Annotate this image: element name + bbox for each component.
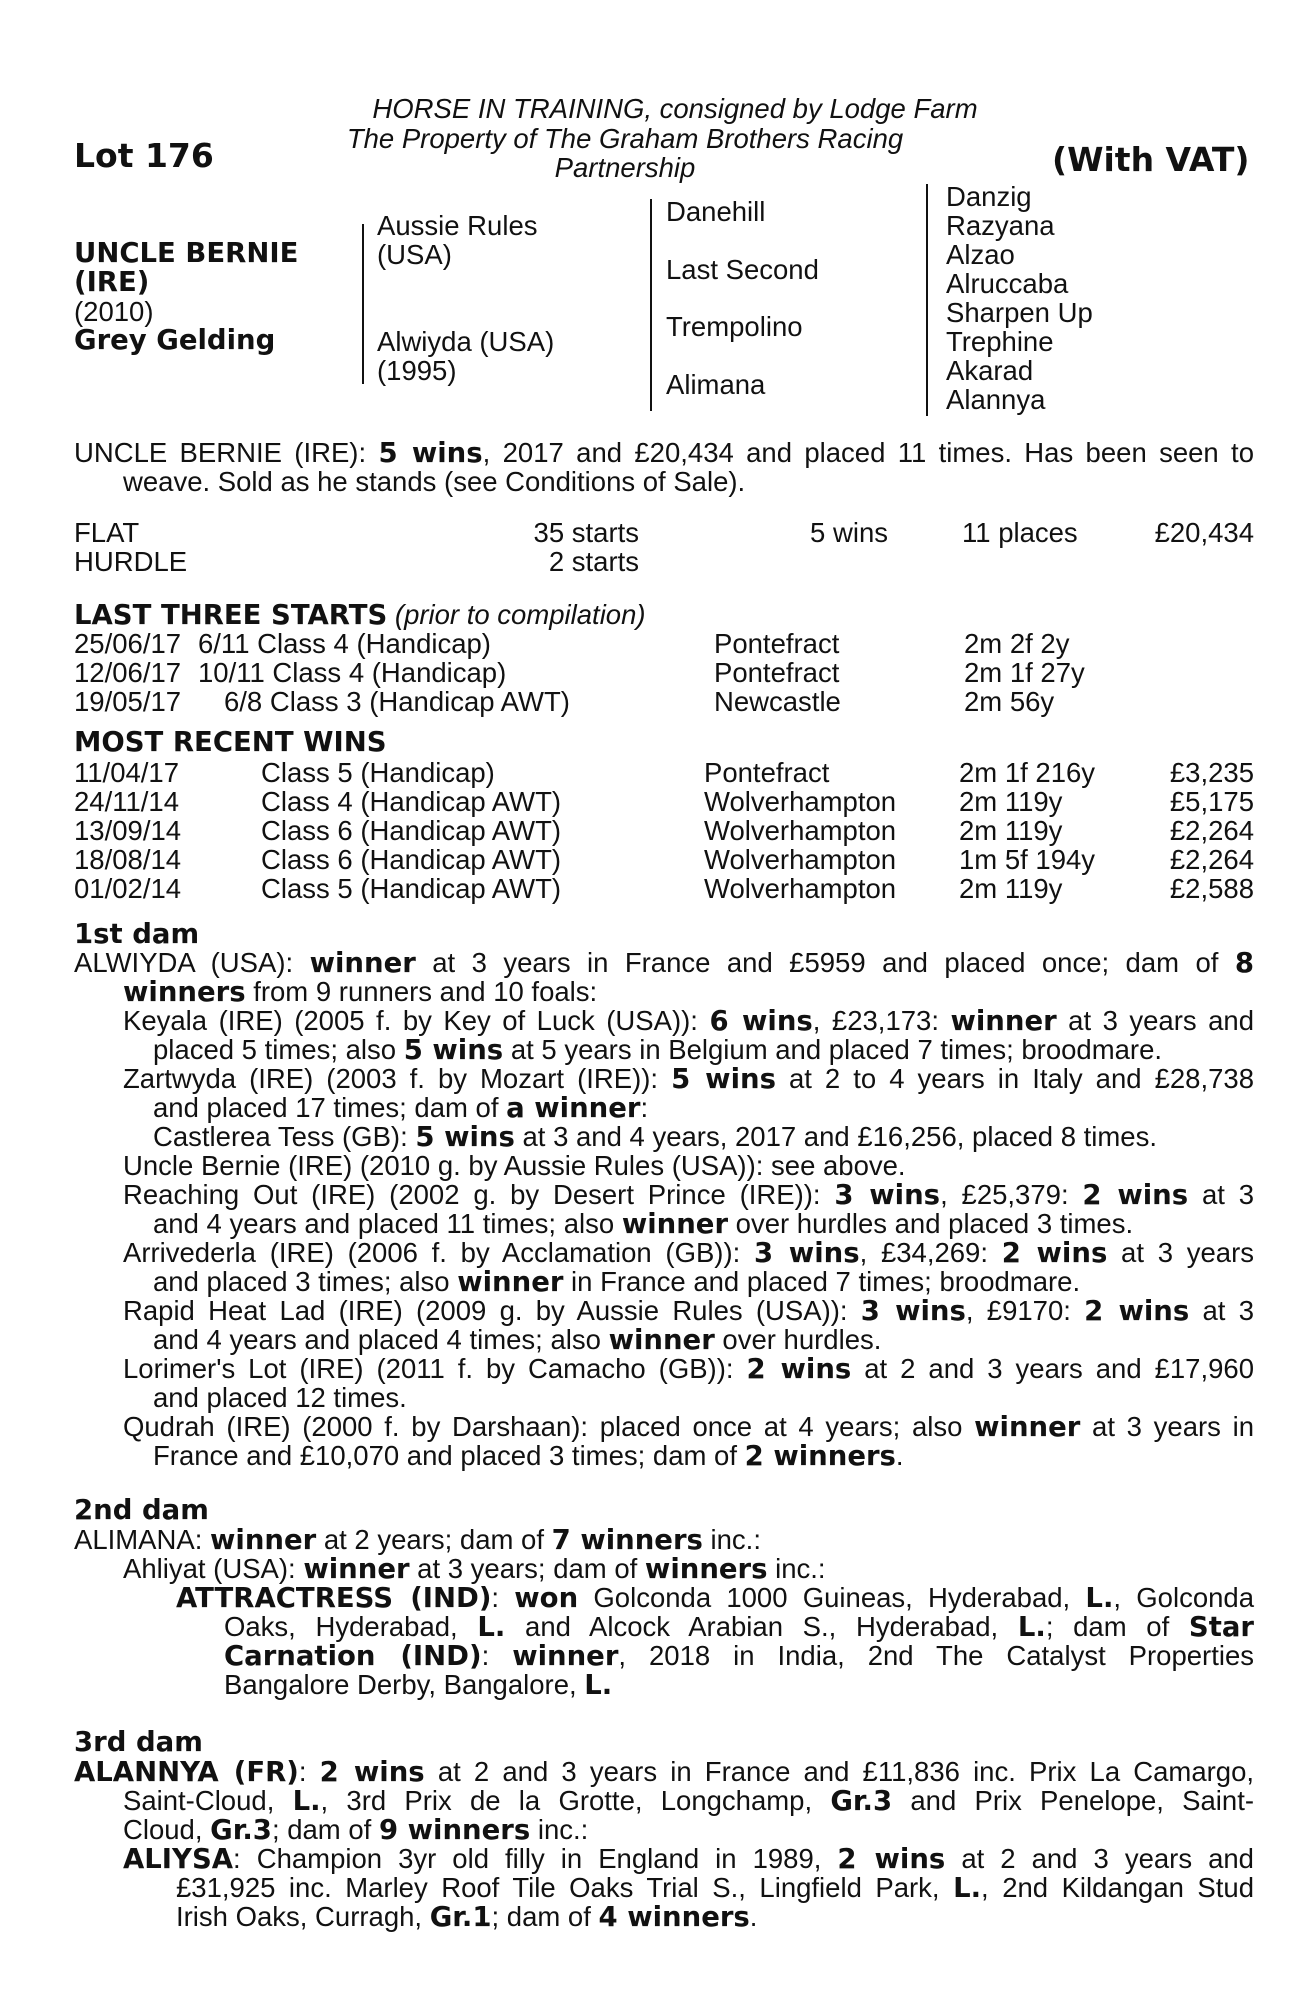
record-prize: £20,434: [1154, 517, 1254, 548]
pedigree-divider-1: [362, 224, 364, 384]
pedigree-grandparent: Alimana: [666, 369, 766, 400]
foaling-year: (2010): [74, 296, 154, 327]
pedigree-grandparent: Last Second: [666, 254, 819, 285]
first-dam-heading: 1st dam: [74, 918, 200, 950]
second-dam-text: [74, 1525, 1254, 1699]
vat-status: (With VAT): [1052, 140, 1250, 179]
record-wins: 5 wins: [810, 517, 888, 548]
text-line: and 4 years and placed 4 times; also winner over hurdles.: [153, 1324, 882, 1356]
win-row: 11/04/17 Class 5 (Handicap) Pontefract 2m 1f 216y £3,235: [74, 757, 1254, 788]
record-type: FLAT: [74, 517, 140, 548]
text-line: and placed 17 times; dam of a winner:: [153, 1092, 649, 1124]
win-row: 24/11/14 Class 4 (Handicap AWT) Wolverhampton 2m 119y £5,175: [74, 786, 1254, 817]
record-starts: 35 starts: [533, 517, 639, 548]
pedigree-grandparent: Danehill: [666, 196, 766, 227]
text-line: Rapid Heat Lad (IRE) (2009 g. by Aussie Rules (USA)): 3 wins, £9170: 2 wins at 3: [123, 1295, 1254, 1327]
text-line: Ahliyat (USA): winner at 3 years; dam of winners inc.:: [123, 1553, 826, 1585]
text-line: ALIYSA: Champion 3yr old filly in England in 1989, 2 wins at 2 and 3 years and: [123, 1843, 1254, 1875]
pedigree-great-grandparent: Akarad: [946, 355, 1034, 386]
recent-wins-heading: MOST RECENT WINS: [74, 726, 387, 758]
property-line-continued: Partnership: [554, 152, 696, 183]
pedigree-sire: Aussie Rules: [377, 210, 538, 241]
last-three-heading: LAST THREE STARTS (prior to compilation): [74, 599, 646, 631]
win-row: 01/02/14 Class 5 (Handicap AWT) Wolverhampton 2m 119y £2,588: [74, 873, 1254, 904]
text-line: Qudrah (IRE) (2000 f. by Darshaan): placed once at 4 years; also winner at 3 years in: [123, 1411, 1254, 1443]
first-dam-text: [74, 948, 1254, 1470]
text-line: Lorimer's Lot (IRE) (2011 f. by Camacho (GB)): 2 wins at 2 and 3 years and £17,960: [123, 1353, 1254, 1385]
pedigree-great-grandparent: Razyana: [946, 210, 1055, 241]
pedigree-grandparent: Trempolino: [666, 311, 803, 342]
pedigree-great-grandparent: Trephine: [946, 326, 1054, 357]
race-summary: [74, 438, 1254, 496]
pedigree-great-grandparent: Alruccaba: [946, 268, 1069, 299]
text-line: Cloud, Gr.3; dam of 9 winners inc.:: [123, 1814, 589, 1846]
record-places: 11 places: [962, 517, 1078, 548]
horse-name: UNCLE BERNIE: [74, 237, 299, 269]
third-dam-text: [74, 1757, 1254, 1931]
text-line: Arrivederla (IRE) (2006 f. by Acclamation (GB)): 3 wins, £34,269: 2 wins at 3 years: [123, 1237, 1254, 1269]
record-row-hurdle: [74, 547, 1254, 576]
text-line: Castlerea Tess (GB): 5 wins at 3 and 4 years, 2017 and £16,256, placed 8 times.: [153, 1121, 1157, 1153]
property-line: The Property of The Graham Brothers Racing: [346, 123, 904, 154]
text-line: and placed 3 times; also winner in France and placed 7 times; broodmare.: [153, 1266, 1081, 1298]
pedigree-divider-2: [650, 199, 652, 411]
text-line: Uncle Bernie (IRE) (2010 g. by Aussie Rules (USA)): see above.: [123, 1150, 906, 1181]
win-row: 18/08/14 Class 6 (Handicap AWT) Wolverhampton 1m 5f 194y £2,264: [74, 844, 1254, 875]
pedigree-great-grandparent: Alzao: [946, 239, 1015, 270]
horse-country: (IRE): [74, 266, 150, 298]
text-line: and 4 years and placed 11 times; also winner over hurdles and placed 3 times.: [153, 1208, 1134, 1240]
text-line: Oaks, Hyderabad, L. and Alcock Arabian S., Hyderabad, L.; dam of Star: [224, 1611, 1254, 1643]
pedigree-dam-year: (1995): [377, 355, 457, 386]
horse-sex-colour: Grey Gelding: [74, 324, 276, 356]
pedigree-great-grandparent: Sharpen Up: [946, 297, 1093, 328]
second-dam-heading: 2nd dam: [74, 1494, 209, 1526]
text-line: ALANNYA (FR): 2 wins at 2 and 3 years in France and £11,836 inc. Prix La Camargo,: [74, 1756, 1254, 1788]
text-line: Reaching Out (IRE) (2002 g. by Desert Prince (IRE)): 3 wins, £25,379: 2 wins at 3: [123, 1179, 1255, 1211]
pedigree-great-grandparent: Alannya: [946, 384, 1046, 415]
lot-number: Lot 176: [74, 136, 214, 175]
start-row: 25/06/17 6/11 Class 4 (Handicap) Pontefract 2m 2f 2y: [74, 628, 1070, 659]
text-line: France and £10,070 and placed 3 times; dam of 2 winners.: [153, 1440, 904, 1472]
start-row: 19/05/17 6/8 Class 3 (Handicap AWT) Newcastle 2m 56y: [74, 686, 1055, 717]
record-row-flat: [74, 518, 1254, 547]
record-type: HURDLE: [74, 546, 188, 577]
pedigree-great-grandparent: Danzig: [946, 181, 1032, 212]
text-line: Bangalore Derby, Bangalore, L.: [224, 1669, 613, 1701]
third-dam-heading: 3rd dam: [74, 1726, 203, 1758]
text-line: Carnation (IND): winner, 2018 in India, 2nd The Catalyst Properties: [224, 1640, 1255, 1672]
win-row: 13/09/14 Class 6 (Handicap AWT) Wolverhampton 2m 119y £2,264: [74, 815, 1254, 846]
consignment-line: HORSE IN TRAINING, consigned by Lodge Farm: [372, 93, 978, 124]
pedigree-divider-3: [926, 184, 928, 416]
text-line: ATTRACTRESS (IND): won Golconda 1000 Guineas, Hyderabad, L., Golconda: [176, 1582, 1254, 1614]
text-line: Saint-Cloud, L., 3rd Prix de la Grotte, Longchamp, Gr.3 and Prix Penelope, Saint-: [123, 1785, 1254, 1817]
text-line: Keyala (IRE) (2005 f. by Key of Luck (USA)): 6 wins, £23,173: winner at 3 years and: [123, 1005, 1255, 1037]
text-line: Irish Oaks, Curragh, Gr.1; dam of 4 winners.: [176, 1901, 758, 1933]
text-line: winners from 9 runners and 10 foals:: [123, 976, 598, 1008]
text-line: ALWIYDA (USA): winner at 3 years in France and £5959 and placed once; dam of 8: [74, 947, 1254, 979]
start-row: 12/06/17 10/11 Class 4 (Handicap) Pontefract 2m 1f 27y: [74, 657, 1085, 688]
record-starts: 2 starts: [548, 546, 639, 577]
pedigree-dam: Alwiyda (USA): [377, 326, 555, 357]
text-line: £31,925 inc. Marley Roof Tile Oaks Trial S., Lingfield Park, L., 2nd Kildangan Stud: [176, 1872, 1254, 1904]
pedigree-sire-country: (USA): [377, 239, 452, 270]
text-line: placed 5 times; also 5 wins at 5 years in Belgium and placed 7 times; broodmare.: [153, 1034, 1163, 1066]
text-line: and placed 12 times.: [153, 1382, 407, 1413]
summary-line: weave. Sold as he stands (see Conditions of Sale).: [123, 466, 746, 497]
summary-line: UNCLE BERNIE (IRE): 5 wins, 2017 and £20,434 and placed 11 times. Has been seen to: [74, 437, 1254, 469]
text-line: Zartwyda (IRE) (2003 f. by Mozart (IRE)): 5 wins at 2 to 4 years in Italy and £28,738: [123, 1063, 1254, 1095]
text-line: ALIMANA: winner at 2 years; dam of 7 winners inc.:: [74, 1524, 761, 1556]
